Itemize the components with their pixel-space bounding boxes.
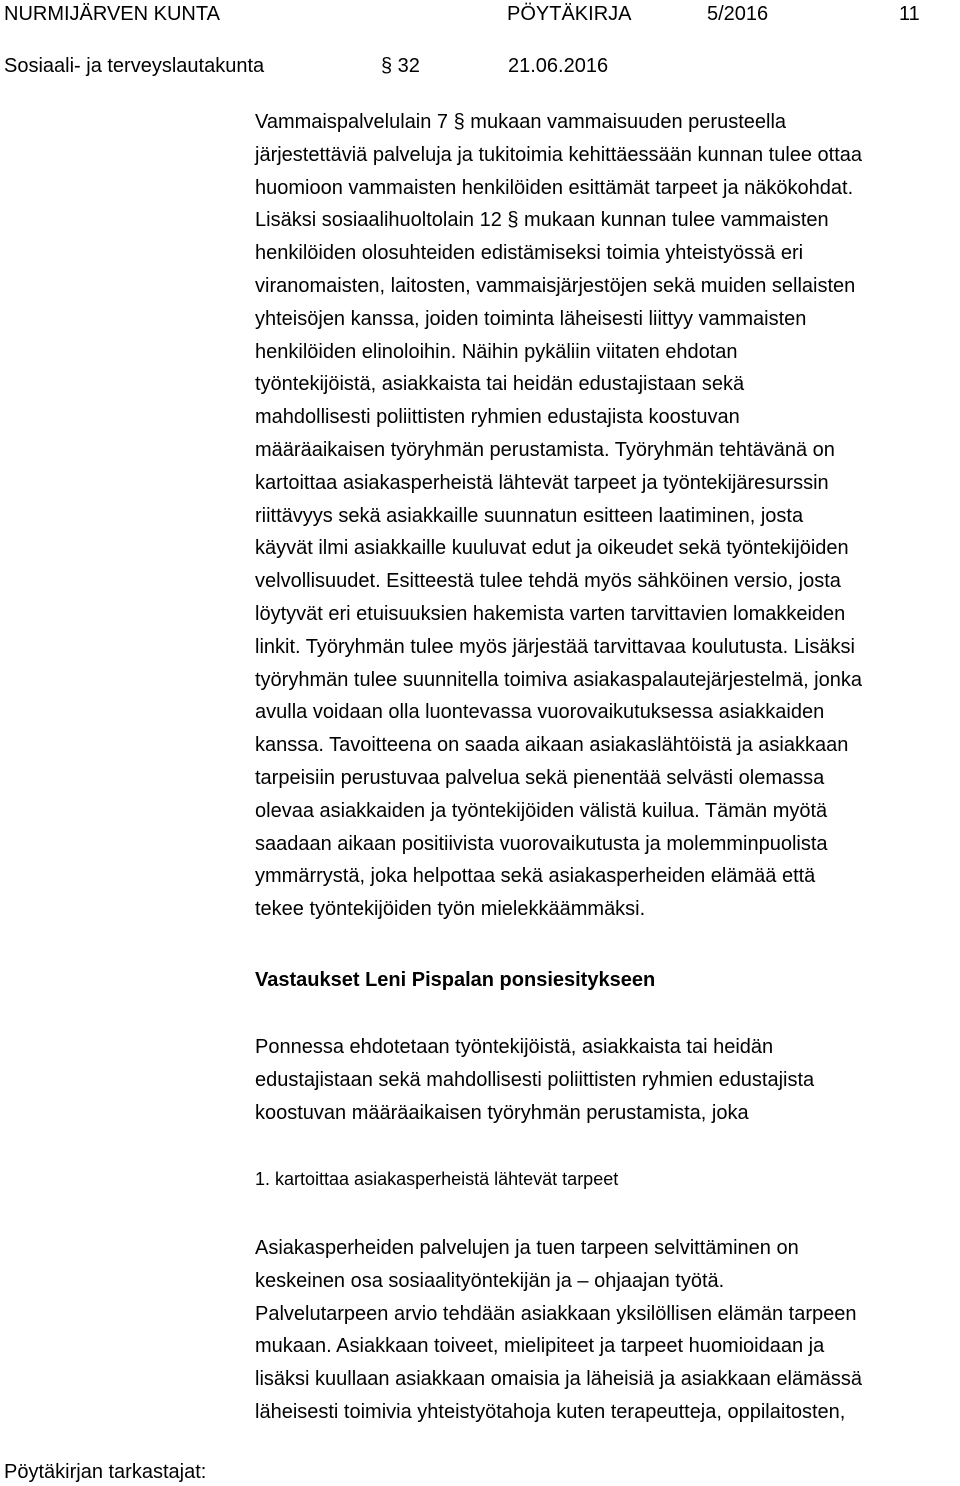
text-line: työryhmän tulee suunnitella toimiva asiakaspalautejärjestelmä, jonka (255, 668, 862, 691)
text-line: järjestettäviä palveluja ja tukitoimia kehittäessään kunnan tulee ottaa (255, 143, 863, 166)
paragraph-3 (255, 1232, 960, 1429)
text-line: olevaa asiakkaiden ja työntekijöiden välistä kuilua. Tämän myötä (255, 799, 828, 822)
doc-number: 5/2016 (707, 3, 769, 25)
text-line: keskeinen osa sosiaalityöntekijän ja – ohjaajan työtä. (255, 1269, 725, 1292)
text-line: Vammaispalvelulain 7 § mukaan vammaisuuden perusteella (255, 111, 787, 133)
text-line: ymmärrystä, joka helpottaa sekä asiakasperheiden elämää että (255, 865, 816, 888)
text-line: käyvät ilmi asiakkaille kuuluvat edut ja oikeudet sekä työntekijöiden (255, 537, 849, 560)
section-heading: Vastaukset Leni Pispalan ponsiesitykseen (255, 969, 656, 991)
page-number: 11 (899, 3, 920, 25)
text-line: kartoittaa asiakasperheistä lähtevät tarpeet ja työntekijäresurssin (255, 471, 829, 494)
text-line: löytyvät eri etuisuuksien hakemista varten tarvittavien lomakkeiden (255, 602, 846, 625)
text-line: Ponnessa ehdotetaan työntekijöistä, asiakkaista tai heidän (255, 1036, 774, 1058)
text-line: läheisesti toimivia yhteistyötahoja kuten terapeutteja, oppilaitosten, (255, 1400, 846, 1423)
text-line: saadaan aikaan positiivista vuorovaikutusta ja molemminpuolista (255, 832, 828, 855)
text-line: avulla voidaan olla luontevassa vuorovaikutuksessa asiakkaiden (255, 701, 825, 724)
text-line: velvollisuudet. Esitteestä tulee tehdä myös sähköinen versio, josta (255, 570, 841, 593)
text-line: riittävyys sekä asiakkaille suunnatun esitteen laatiminen, josta (255, 504, 804, 527)
text-line: määräaikaisen työryhmän perustamista. Työryhmän tehtävänä on (255, 438, 835, 461)
list-item: 1. kartoittaa asiakasperheistä lähtevät tarpeet (255, 1169, 619, 1189)
text-line: Asiakasperheiden palvelujen ja tuen tarpeen selvittäminen on (255, 1237, 799, 1259)
text-line: kanssa. Tavoitteena on saada aikaan asiakaslähtöistä ja asiakkaan (255, 734, 849, 757)
text-line: koostuvan määräaikaisen työryhmän perustamista, joka (255, 1101, 749, 1124)
text-line: edustajistaan sekä mahdollisesti poliittisten ryhmien edustajista (255, 1068, 815, 1091)
meeting-date: 21.06.2016 (508, 55, 609, 77)
doc-type: PÖYTÄKIRJA (507, 3, 632, 25)
text-line: mukaan. Asiakkaan toiveet, mielipiteet ja tarpeet huomioidaan ja (255, 1335, 825, 1358)
text-line: tekee työntekijöiden työn mielekkäämmäksi. (255, 898, 646, 921)
board-name: Sosiaali- ja terveyslautakunta (4, 55, 265, 77)
section-number: § 32 (381, 55, 420, 77)
text-line: tarpeisiin perustuvaa palvelua sekä pienentää selvästi olemassa (255, 766, 825, 789)
text-line: lisäksi kuullaan asiakkaan omaisia ja läheisiä ja asiakkaan elämässä (255, 1368, 862, 1391)
paragraph-2 (255, 1031, 960, 1129)
text-line: viranomaisten, laitosten, vammaisjärjestöjen sekä muiden sellaisten (255, 274, 856, 297)
text-line: Palvelutarpeen arvio tehdään asiakkaan yksilöllisen elämän tarpeen (255, 1302, 857, 1325)
org-name: NURMIJÄRVEN KUNTA (4, 3, 220, 25)
text-line: työntekijöistä, asiakkaista tai heidän edustajistaan sekä (255, 373, 745, 396)
text-line: henkilöiden olosuhteiden edistämiseksi toimia yhteistyössä eri (255, 242, 804, 265)
text-line: Lisäksi sosiaalihuoltolain 12 § mukaan kunnan tulee vammaisten (255, 209, 829, 232)
footer-label: Pöytäkirjan tarkastajat: (4, 1461, 207, 1483)
paragraph-1 (255, 106, 960, 926)
text-line: yhteisöjen kanssa, joiden toiminta läheisesti liittyy vammaisten (255, 307, 807, 330)
text-line: mahdollisesti poliittisten ryhmien edustajista koostuvan (255, 406, 740, 429)
text-line: linkit. Työryhmän tulee myös järjestää tarvittavaa koulutusta. Lisäksi (255, 635, 855, 658)
text-line: huomioon vammaisten henkilöiden esittämät tarpeet ja näkökohdat. (255, 176, 854, 199)
text-line: henkilöiden elinoloihin. Näihin pykäliin viitaten ehdotan (255, 340, 738, 363)
